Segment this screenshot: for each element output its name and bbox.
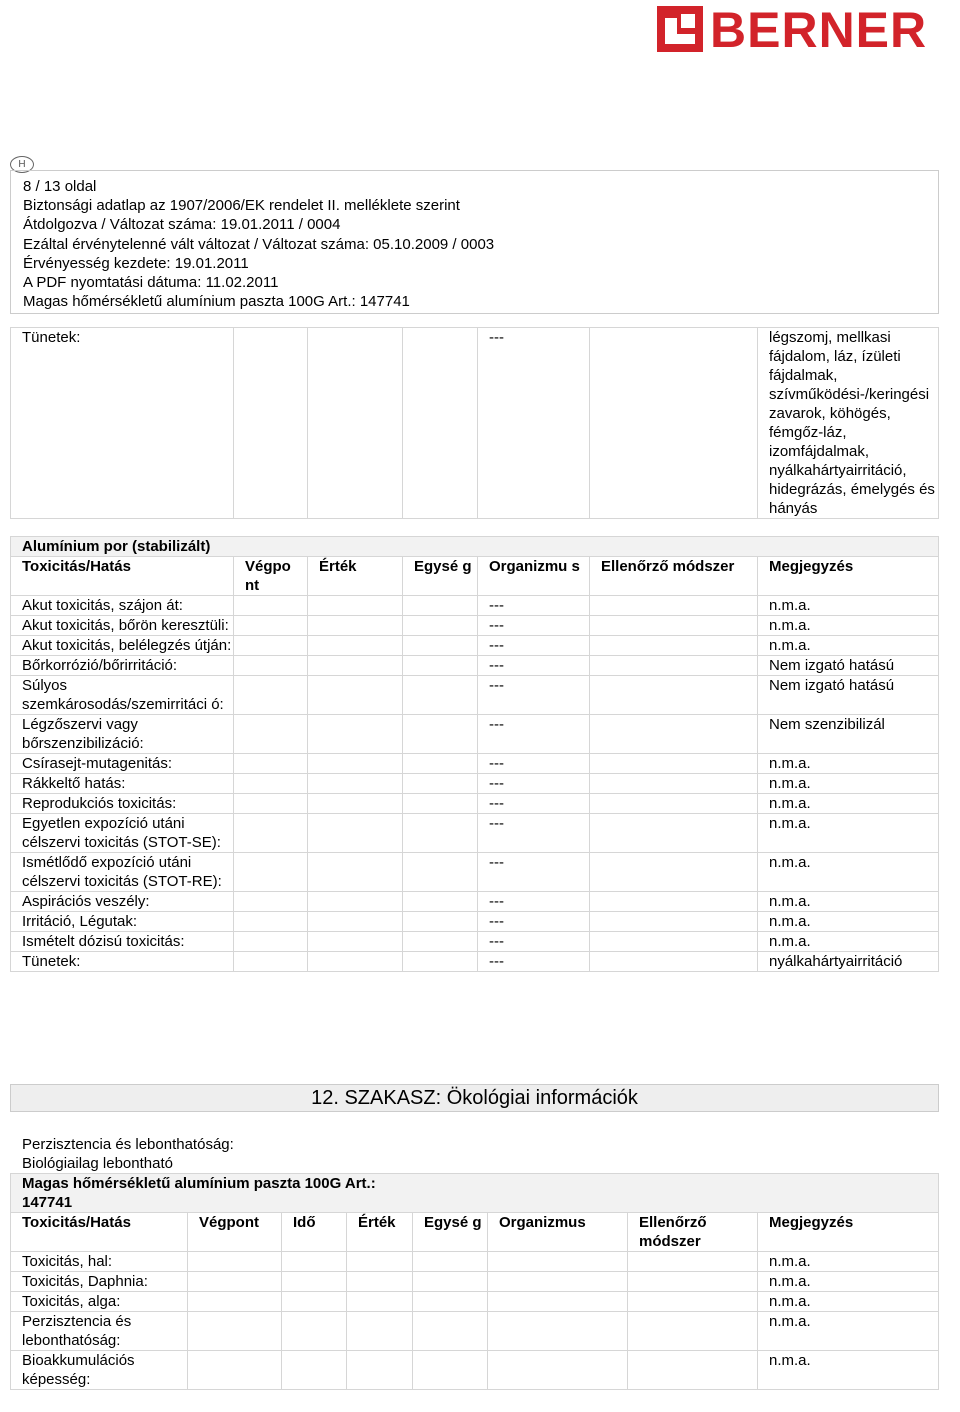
section-12-title: 12. SZAKASZ: Ökológiai információk bbox=[10, 1084, 939, 1112]
persistence-info bbox=[22, 1135, 234, 1173]
organism-cell: --- bbox=[478, 715, 590, 754]
table-row bbox=[11, 952, 939, 972]
note-cell: n.m.a. bbox=[758, 1292, 939, 1312]
column-header: Megjegyzés bbox=[758, 557, 939, 596]
table-row bbox=[11, 636, 939, 656]
table-row bbox=[11, 1292, 939, 1312]
header-lines bbox=[23, 177, 494, 311]
column-header: Idő bbox=[282, 1213, 347, 1252]
organism-cell: --- bbox=[478, 616, 590, 636]
note-cell: Nem izgató hatású bbox=[758, 656, 939, 676]
logo-mark-icon bbox=[655, 4, 705, 54]
table-title: Magas hőmérsékletű alumínium paszta 100G Art.: 147741 bbox=[11, 1174, 939, 1213]
note-cell: n.m.a. bbox=[758, 814, 939, 853]
effect-cell: Rákkeltő hatás: bbox=[11, 774, 234, 794]
note-cell: n.m.a. bbox=[758, 1272, 939, 1292]
organism-cell: --- bbox=[478, 912, 590, 932]
table-row bbox=[11, 1252, 939, 1272]
table-row bbox=[11, 853, 939, 892]
effect-cell: Súlyos szemkárosodás/szemirritáci ó: bbox=[11, 676, 234, 715]
column-header: Érték bbox=[308, 557, 403, 596]
effect-cell: Toxicitás, alga: bbox=[11, 1292, 188, 1312]
table-title-row bbox=[11, 1174, 939, 1213]
language-mark: H bbox=[10, 156, 34, 173]
note-cell: Nem izgató hatású bbox=[758, 676, 939, 715]
effect-cell: Ismétlődő expozíció utáni célszervi toxicitás (STOT-RE): bbox=[11, 853, 234, 892]
organism-cell: --- bbox=[478, 754, 590, 774]
table-row bbox=[11, 814, 939, 853]
organism-cell: --- bbox=[478, 794, 590, 814]
effect-cell: Perzisztencia és lebonthatóság: bbox=[11, 1312, 188, 1351]
note-cell: n.m.a. bbox=[758, 794, 939, 814]
symptoms-label: Tünetek: bbox=[11, 328, 234, 519]
note-cell: nyálkahártyairritáció bbox=[758, 952, 939, 972]
note-cell: n.m.a. bbox=[758, 1351, 939, 1390]
organism-cell: --- bbox=[478, 814, 590, 853]
persistence-value: Biológiailag lebontható bbox=[22, 1155, 173, 1172]
table-row bbox=[11, 1351, 939, 1390]
effect-cell: Reprodukciós toxicitás: bbox=[11, 794, 234, 814]
table-row bbox=[11, 715, 939, 754]
table-title: Alumínium por (stabilizált) bbox=[11, 537, 939, 557]
organism-cell: --- bbox=[478, 596, 590, 616]
effect-cell: Csírasejt-mutagenitás: bbox=[11, 754, 234, 774]
column-header: Egysé g bbox=[403, 557, 478, 596]
column-header: Ellenőrző módszer bbox=[590, 557, 758, 596]
organism-cell: --- bbox=[478, 636, 590, 656]
note-cell: n.m.a. bbox=[758, 932, 939, 952]
table-header-row bbox=[11, 1213, 939, 1252]
symptoms-dash: --- bbox=[478, 328, 590, 519]
organism-cell: --- bbox=[478, 656, 590, 676]
effect-cell: Akut toxicitás, belélegzés útján: bbox=[11, 636, 234, 656]
table-row bbox=[11, 754, 939, 774]
column-header: Toxicitás/Hatás bbox=[11, 1213, 188, 1252]
header-line: A PDF nyomtatási dátuma: 11.02.2011 bbox=[23, 274, 279, 292]
table-row bbox=[11, 596, 939, 616]
note-cell: n.m.a. bbox=[758, 774, 939, 794]
column-header: Végpont bbox=[188, 1213, 282, 1252]
table-row bbox=[11, 328, 939, 519]
effect-cell: Bioakkumulációs képesség: bbox=[11, 1351, 188, 1390]
organism-cell: --- bbox=[478, 952, 590, 972]
header-line: Magas hőmérsékletű alumínium paszta 100G Art.: 147741 bbox=[23, 293, 410, 311]
header-line: Ezáltal érvénytelenné vált változat / Változat száma: 05.10.2009 / 0003 bbox=[23, 235, 495, 253]
note-cell: n.m.a. bbox=[758, 596, 939, 616]
table-row bbox=[11, 892, 939, 912]
note-cell: n.m.a. bbox=[758, 1312, 939, 1351]
table-title-row bbox=[11, 537, 939, 557]
table-row bbox=[11, 1272, 939, 1292]
table-body bbox=[11, 1252, 939, 1390]
organism-cell: --- bbox=[478, 932, 590, 952]
aluminium-toxicity-table bbox=[10, 536, 939, 972]
column-header: Egysé g bbox=[413, 1213, 488, 1252]
table-row bbox=[11, 1312, 939, 1351]
header-line: Átdolgozva / Változat száma: 19.01.2011 / 0004 bbox=[23, 216, 341, 234]
table-row bbox=[11, 676, 939, 715]
table-header-row bbox=[11, 557, 939, 596]
effect-cell: Légzőszervi vagy bőrszenzibilizáció: bbox=[11, 715, 234, 754]
table-row bbox=[11, 794, 939, 814]
effect-cell: Toxicitás, Daphnia: bbox=[11, 1272, 188, 1292]
organism-cell: --- bbox=[478, 676, 590, 715]
effect-cell: Tünetek: bbox=[11, 952, 234, 972]
effect-cell: Toxicitás, hal: bbox=[11, 1252, 188, 1272]
note-cell: n.m.a. bbox=[758, 912, 939, 932]
table-body bbox=[11, 596, 939, 972]
note-cell: n.m.a. bbox=[758, 636, 939, 656]
column-header: Végpo nt bbox=[234, 557, 308, 596]
effect-cell: Ismételt dózisú toxicitás: bbox=[11, 932, 234, 952]
persistence-label: Perzisztencia és lebonthatóság: bbox=[22, 1136, 234, 1153]
organism-cell: --- bbox=[478, 892, 590, 912]
logo-text: BERNER bbox=[710, 2, 928, 58]
note-cell: n.m.a. bbox=[758, 1252, 939, 1272]
effect-cell: Akut toxicitás, szájon át: bbox=[11, 596, 234, 616]
effect-cell: Bőrkorrózió/bőrirritáció: bbox=[11, 656, 234, 676]
column-header: Organizmu s bbox=[478, 557, 590, 596]
table-row bbox=[11, 774, 939, 794]
header-line: Érvényesség kezdete: 19.01.2011 bbox=[23, 254, 249, 272]
table-row bbox=[11, 656, 939, 676]
note-cell: Nem szenzibilizál bbox=[758, 715, 939, 754]
header-line: Biztonsági adatlap az 1907/2006/EK rendelet II. melléklete szerint bbox=[23, 197, 460, 215]
effect-cell: Irritáció, Légutak: bbox=[11, 912, 234, 932]
column-header: Ellenőrző módszer bbox=[628, 1213, 758, 1252]
table-row bbox=[11, 932, 939, 952]
effect-cell: Aspirációs veszély: bbox=[11, 892, 234, 912]
symptoms-note: légszomj, mellkasi fájdalom, láz, ízületi fájdalmak, szívműködési-/keringési zavarok, köhögés, fémgőz-láz, izomfájdalmak, nyálkahártyairritáció, hidegrázás, émelygés és hányás bbox=[758, 328, 939, 519]
ecotoxicity-table bbox=[10, 1173, 939, 1390]
note-cell: n.m.a. bbox=[758, 892, 939, 912]
column-header: Megjegyzés bbox=[758, 1213, 939, 1252]
column-header: Érték bbox=[347, 1213, 413, 1252]
column-header: Organizmus bbox=[488, 1213, 628, 1252]
effect-cell: Egyetlen expozíció utáni célszervi toxicitás (STOT-SE): bbox=[11, 814, 234, 853]
organism-cell: --- bbox=[478, 853, 590, 892]
symptoms-table bbox=[10, 327, 939, 519]
note-cell: n.m.a. bbox=[758, 616, 939, 636]
effect-cell: Akut toxicitás, bőrön keresztüli: bbox=[11, 616, 234, 636]
header-line: 8 / 13 oldal bbox=[23, 178, 97, 195]
document-header bbox=[10, 170, 939, 314]
note-cell: n.m.a. bbox=[758, 853, 939, 892]
berner-logo bbox=[655, 2, 960, 58]
organism-cell: --- bbox=[478, 774, 590, 794]
table-row bbox=[11, 912, 939, 932]
table-row bbox=[11, 616, 939, 636]
column-header: Toxicitás/Hatás bbox=[11, 557, 234, 596]
note-cell: n.m.a. bbox=[758, 754, 939, 774]
